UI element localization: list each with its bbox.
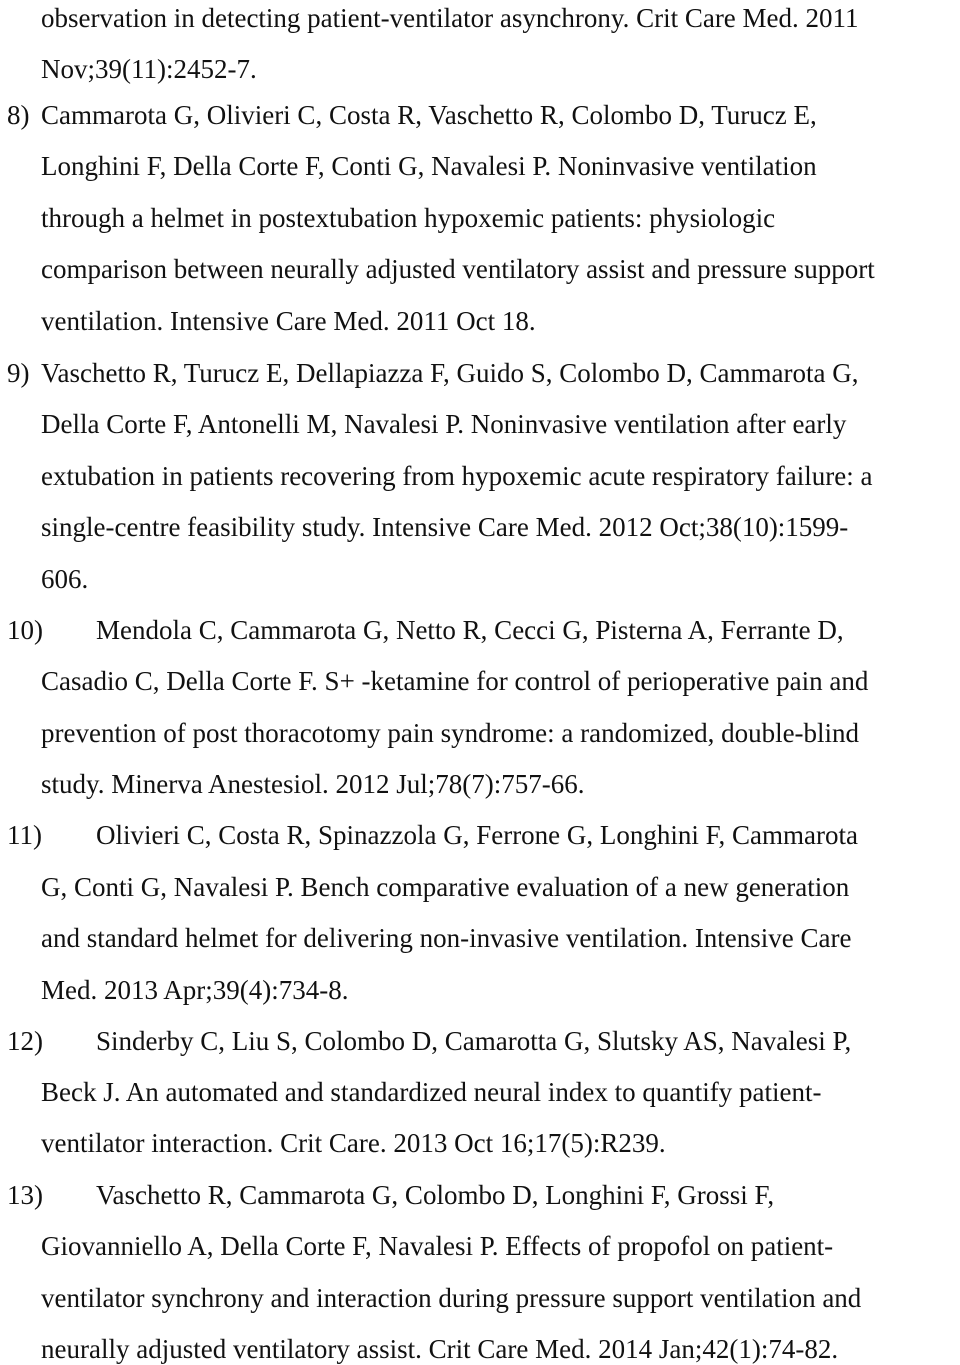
reference-text: comparison between neurally adjusted ventilatory assist and pressure support [41,254,875,284]
reference-line [41,665,868,697]
reference-11-first-line [7,819,858,851]
reference-text: Della Corte F, Antonelli M, Navalesi P. Noninvasive ventilation after early [41,409,847,439]
reference-number: 8) [7,100,30,130]
reference-text: 606. [41,564,89,594]
reference-line [41,768,584,800]
reference-text: Olivieri C, Costa R, Spinazzola G, Ferrone G, Longhini F, Cammarota [96,820,858,850]
reference-text: Vaschetto R, Cammarota G, Colombo D, Longhini F, Grossi F, [96,1180,775,1210]
reference-line [41,2,859,34]
reference-text: Med. 2013 Apr;39(4):734-8. [41,975,349,1005]
reference-text: Giovanniello A, Della Corte F, Navalesi P. Effects of propofol on patient- [41,1231,834,1261]
reference-line [41,871,849,903]
reference-text: ventilator interaction. Crit Care. 2013 Oct 16;17(5):R239. [41,1128,666,1158]
reference-line [41,1127,666,1159]
reference-text: extubation in patients recovering from hypoxemic acute respiratory failure: a [41,461,873,491]
reference-10-first-line [7,614,844,646]
reference-line [41,922,852,954]
reference-text: Casadio C, Della Corte F. S+ -ketamine for control of perioperative pain and [41,666,869,696]
reference-text: single-centre feasibility study. Intensive Care Med. 2012 Oct;38(10):1599- [41,512,849,542]
reference-line [41,511,848,543]
reference-line [41,150,817,182]
reference-text: Vaschetto R, Turucz E, Dellapiazza F, Guido S, Colombo D, Cammarota G, [41,358,859,388]
reference-text: Cammarota G, Olivieri C, Costa R, Vaschetto R, Colombo D, Turucz E, [41,100,817,130]
reference-9-first-line [7,357,858,389]
reference-text: Longhini F, Della Corte F, Conti G, Navalesi P. Noninvasive ventilation [41,151,817,181]
reference-line [41,717,859,749]
reference-number: 13) [7,1180,43,1210]
reference-line [41,1076,822,1108]
reference-number: 10) [7,615,43,645]
reference-text: neurally adjusted ventilatory assist. Crit Care Med. 2014 Jan;42(1):74-82. [41,1334,839,1364]
reference-text: ventilation. Intensive Care Med. 2011 Oct 18. [41,306,536,336]
reference-12-first-line [7,1025,851,1057]
reference-text: study. Minerva Anestesiol. 2012 Jul;78(7):757-66. [41,769,585,799]
reference-line [41,1230,833,1262]
reference-text: Beck J. An automated and standardized neural index to quantify patient- [41,1077,822,1107]
reference-text: through a helmet in postextubation hypoxemic patients: physiologic [41,203,776,233]
reference-text: ventilator synchrony and interaction during pressure support ventilation and [41,1283,862,1313]
reference-text: Mendola C, Cammarota G, Netto R, Cecci G, Pisterna A, Ferrante D, [96,615,844,645]
reference-text: observation in detecting patient-ventilator asynchrony. Crit Care Med. 2011 [41,3,859,33]
reference-line [41,53,257,85]
reference-text: G, Conti G, Navalesi P. Bench comparative evaluation of a new generation [41,872,850,902]
reference-line [41,408,846,440]
reference-line [41,1282,861,1314]
reference-number: 9) [7,358,30,388]
reference-text: Nov;39(11):2452-7. [41,54,257,84]
reference-13-first-line [7,1179,774,1211]
reference-line [41,974,348,1006]
reference-line [41,563,88,595]
reference-line [41,1333,838,1365]
reference-text: and standard helmet for delivering non-invasive ventilation. Intensive Care [41,923,852,953]
reference-line [41,460,872,492]
reference-number: 12) [7,1026,43,1056]
reference-text: prevention of post thoracotomy pain syndrome: a randomized, double-blind [41,718,860,748]
reference-8-first-line [7,99,817,131]
reference-line [41,202,775,234]
reference-line [41,305,536,337]
reference-number: 11) [7,820,42,850]
reference-line [41,253,875,285]
reference-text: Sinderby C, Liu S, Colombo D, Camarotta G, Slutsky AS, Navalesi P, [96,1026,852,1056]
